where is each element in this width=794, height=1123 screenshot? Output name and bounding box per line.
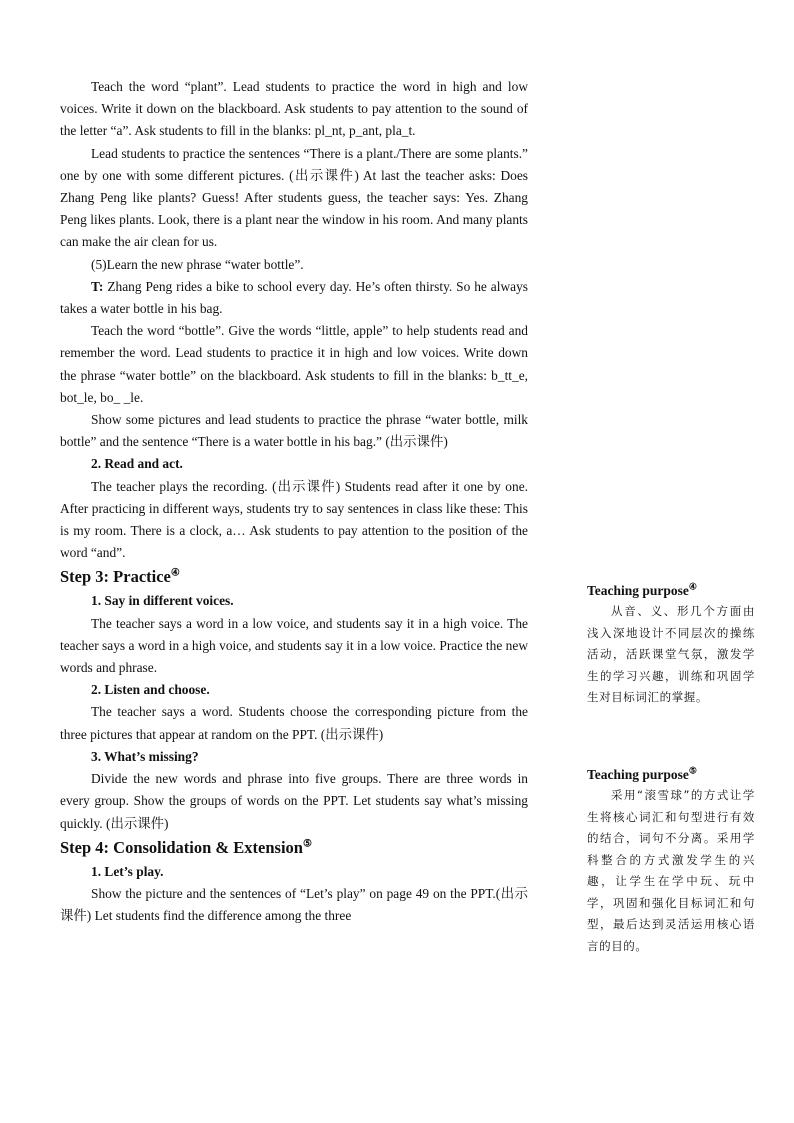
paragraph-learn-phrase: (5)Learn the new phrase “water bottle”. bbox=[91, 256, 304, 272]
heading-listen-choose: 2. Listen and choose. bbox=[91, 682, 210, 698]
tp5-mark: ⑤ bbox=[688, 765, 697, 776]
teaching-purpose-4-body: 从音、义、形几个方面由浅入深地设计不同层次的操练活动，活跃课堂气氛，激发学生的学习兴趣，训练和巩固学生对目标词汇的掌握。 bbox=[587, 604, 755, 704]
paragraph-plant-sentences: Lead students to practice the sentences “There is a plant./There are some plants.” one by one with some different pictures. (出示课件) At last the teacher asks: Does Zhang Peng like plants? Guess! After students guess, the teacher says: Yes. Zhang Peng likes plants. Look, there is a plant near the window in his room. And many plants can make the air clean for us. bbox=[60, 145, 528, 250]
paragraph-lets-play: Show the picture and the sentences of “Let’s play” on page 49 on the PPT.(出示课件) Let students find the difference among the three bbox=[60, 885, 528, 924]
heading-lets-play: 1. Let’s play. bbox=[91, 863, 164, 879]
paragraph-listen: The teacher says a word. Students choose the corresponding picture from the three pictures that appear at random on the PPT. (出示课件) bbox=[60, 704, 528, 742]
heading-read-and-act: 2. Read and act. bbox=[91, 456, 183, 472]
paragraph-missing: Divide the new words and phrase into five groups. There are three words in every group. Show the groups of words on the PPT. Let students say what’s missing quickly. (出示课件) bbox=[60, 771, 528, 831]
teaching-purpose-4 bbox=[587, 580, 755, 709]
paragraph-recording: The teacher plays the recording. (出示课件) Students read after it one by one. After practicing in different ways, students try to say sentences in class like these: This is my room. There is a clock, a… Ask students to pay attention to the position of the word “and”. bbox=[60, 478, 528, 561]
step3-title: Step 3: Practice bbox=[60, 567, 171, 587]
teaching-purpose-5 bbox=[587, 764, 755, 957]
step3-footnote-mark: ④ bbox=[170, 567, 180, 579]
paragraph-bottle-pictures: Show some pictures and lead students to practice the phrase “water bottle, milk bottle” and the sentence “There is a water bottle in his bag.” (出示课件) bbox=[60, 412, 528, 450]
paragraph-teacher-line bbox=[60, 276, 528, 320]
lesson-plan-body bbox=[60, 76, 528, 927]
heading-say-voices: 1. Say in different voices. bbox=[91, 593, 234, 609]
teacher-line-text: Zhang Peng rides a bike to school every day. He’s often thirsty. So he always takes a water bottle in his bag. bbox=[60, 278, 528, 317]
paragraph-voices: The teacher says a word in a low voice, and students say it in a high voice. The teacher says a word in a high voice, and students say it in a low voice. Practice the new words and phrase. bbox=[60, 615, 528, 676]
tp5-title-text: Teaching purpose bbox=[587, 767, 689, 782]
teaching-purpose-5-body: 采用“滚雪球”的方式让学生将核心词汇和句型进行有效的结合，词句不分离。采用学科整合的方式激发学生的兴趣，让学生在学中玩、玩中学，巩固和强化目标词汇和句型，最后达到灵活运用核心语言的目的。 bbox=[587, 788, 755, 953]
step4-title: Step 4: Consolidation & Extension bbox=[60, 837, 303, 857]
paragraph-plant-teach: Teach the word “plant”. Lead students to practice the word in high and low voices. Write it down on the blackboard. Ask students to pay attention to the sound of the letter “a”. Ask students to fill in the blanks: pl_nt, p_ant, pla_t. bbox=[60, 79, 528, 139]
step4-heading bbox=[60, 835, 528, 861]
step4-footnote-mark: ⑤ bbox=[302, 838, 312, 850]
paragraph-bottle-teach: Teach the word “bottle”. Give the words “little, apple” to help students read and remember the word. Lead students to practice it in high and low voices. Write down the phrase “water bottle” on the blackboard. Ask students to fill in the blanks: b_tt_e, bot_le, bo_ _le. bbox=[60, 323, 528, 405]
teaching-purpose-5-title bbox=[587, 764, 755, 785]
tp4-mark: ④ bbox=[688, 581, 697, 592]
teaching-purpose-4-title bbox=[587, 580, 755, 601]
step3-heading bbox=[60, 564, 528, 590]
tp4-title-text: Teaching purpose bbox=[587, 583, 689, 598]
teacher-label: T: bbox=[91, 278, 104, 294]
heading-whats-missing: 3. What’s missing? bbox=[91, 748, 199, 764]
